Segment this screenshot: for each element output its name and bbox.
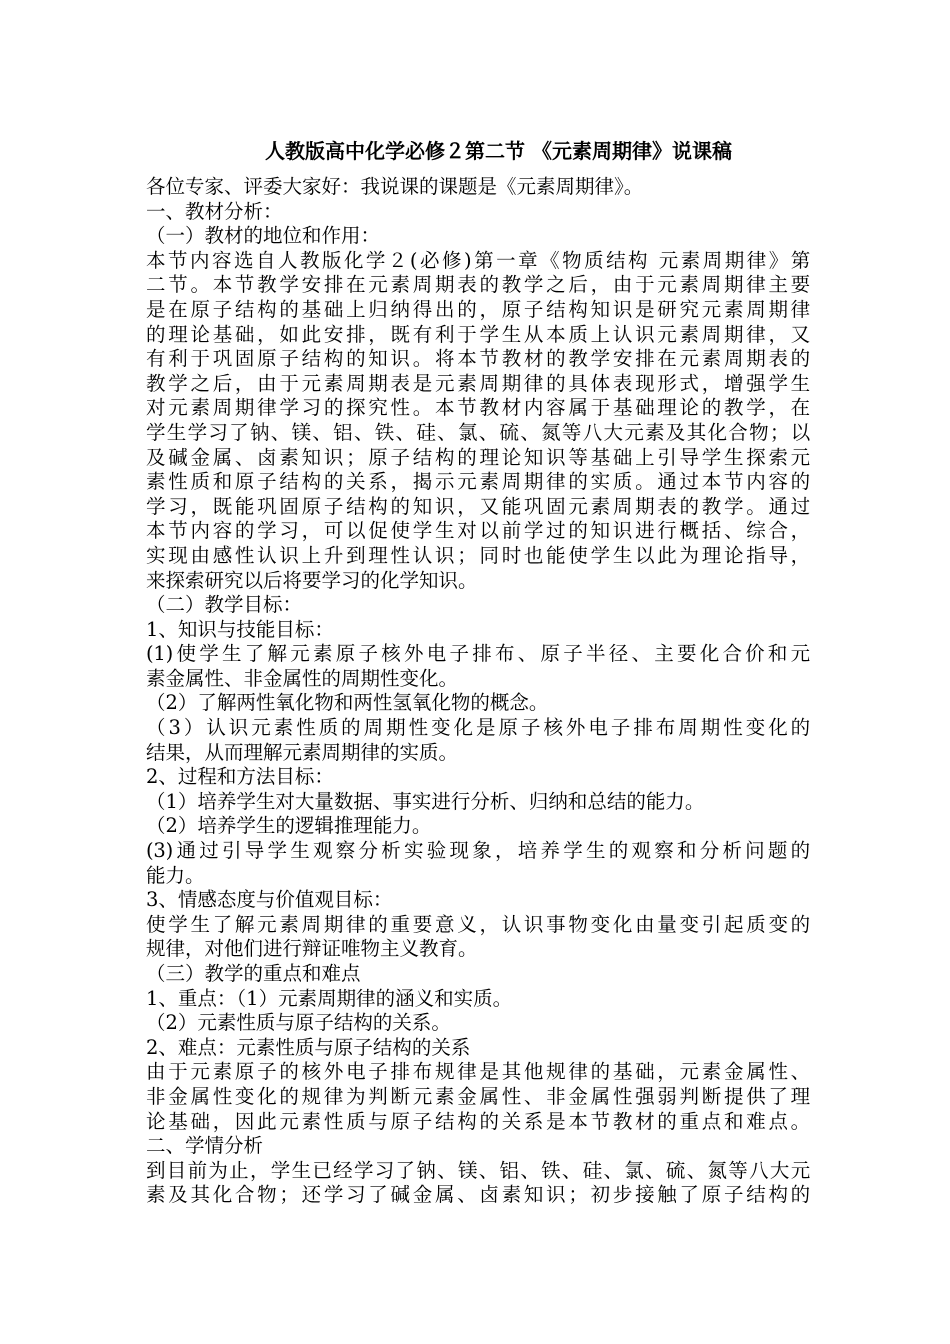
text-line: 有利于巩固原子结构的知识。将本节教材的教学安排在元素周期表的 — [146, 347, 810, 371]
text-line: （2）了解两性氧化物和两性氢氧化物的概念。 — [146, 691, 549, 715]
text-line: (1)使学生了解元素原子核外电子排布、原子半径、主要化合价和元 — [146, 642, 810, 666]
text-line: 2、难点：元素性质与原子结构的关系 — [146, 1035, 471, 1059]
text-line: 1、重点：（1）元素周期律的涵义和实质。 — [146, 986, 513, 1010]
text-line: 3、情感态度与价值观目标： — [146, 888, 393, 912]
text-line: 本节内容选自人教版化学２(必修)第一章《物质结构 元素周期律》第 — [146, 248, 810, 272]
text-line: 及碱金属、卤素知识；原子结构的理论知识等基础上引导学生探索元 — [146, 445, 810, 469]
text-line: 各位专家、评委大家好：我说课的课题是《元素周期律》。 — [146, 175, 644, 198]
text-line: 论基础，因此元素性质与原子结构的关系是本节教材的重点和难点。 — [146, 1109, 810, 1133]
text-line: 2、过程和方法目标： — [146, 765, 334, 789]
text-line: 二、学情分析 — [146, 1134, 264, 1158]
text-line: （一）教材的地位和作用： — [146, 224, 381, 248]
text-line: (3)通过引导学生观察分析实验现象，培养学生的观察和分析问题的 — [146, 839, 810, 863]
text-line: 一、教材分析： — [146, 199, 283, 223]
text-line: 结果，从而理解元素周期律的实质。 — [146, 740, 459, 764]
text-line: 是在原子结构的基础上归纳得出的，原子结构知识是研究元素周期律 — [146, 297, 810, 321]
text-line: 由于元素原子的核外电子排布规律是其他规律的基础，元素金属性、 — [146, 1060, 810, 1084]
text-line: 使学生了解元素周期律的重要意义，认识事物变化由量变引起质变的 — [146, 912, 810, 936]
text-line: 二节。本节教学安排在元素周期表的教学之后，由于元素周期律主要 — [146, 273, 810, 297]
text-line: 对元素周期律学习的探究性。本节教材内容属于基础理论的教学，在 — [146, 396, 810, 420]
text-line: 的理论基础，如此安排，既有利于学生从本质上认识元素周期律，又 — [146, 322, 810, 346]
text-line: （3）认识元素性质的周期性变化是原子核外电子排布周期性变化的 — [146, 716, 810, 740]
text-line: 到目前为止，学生已经学习了钠、镁、铝、铁、硅、氯、硫、氮等八大元 — [146, 1158, 810, 1182]
document-title: 人教版高中化学必修２第二节 《元素周期律》说课稿 — [265, 139, 732, 163]
text-line: 能力。 — [146, 863, 205, 887]
text-line: 素性质和原子结构的关系，揭示元素周期律的实质。通过本节内容的 — [146, 470, 810, 494]
text-line: 1、知识与技能目标： — [146, 617, 334, 641]
text-line: 素金属性、非金属性的周期性变化。 — [146, 666, 459, 690]
text-line: 实现由感性认识上升到理性认识；同时也能使学生以此为理论指导， — [146, 543, 810, 567]
text-line: （2）培养学生的逻辑推理能力。 — [146, 814, 432, 838]
text-line: 非金属性变化的规律为判断元素金属性、非金属性强弱判断提供了理 — [146, 1084, 810, 1108]
text-line: （2）元素性质与原子结构的关系。 — [146, 1011, 451, 1035]
text-line: 规律，对他们进行辩证唯物主义教育。 — [146, 937, 478, 961]
text-line: 教学之后，由于元素周期表是元素周期律的具体表现形式，增强学生 — [146, 371, 810, 395]
document-body — [146, 175, 810, 1208]
text-line: （三）教学的重点和难点 — [146, 962, 361, 985]
text-line: 本节内容的学习，可以促使学生对以前学过的知识进行概括、综合， — [146, 519, 810, 543]
text-line: 来探索研究以后将要学习的化学知识。 — [146, 568, 478, 592]
text-line: （二）教学目标： — [146, 593, 303, 617]
text-line: 学生学习了钠、镁、铝、铁、硅、氯、硫、氮等八大元素及其化合物；以 — [146, 420, 810, 444]
text-line: 素及其化合物；还学习了碱金属、卤素知识；初步接触了原子结构的 — [146, 1183, 810, 1207]
text-line: （1）培养学生对大量数据、事实进行分析、归纳和总结的能力。 — [146, 789, 705, 813]
text-line: 学习，既能巩固原子结构的知识，又能巩固元素周期表的教学。通过 — [146, 494, 810, 518]
